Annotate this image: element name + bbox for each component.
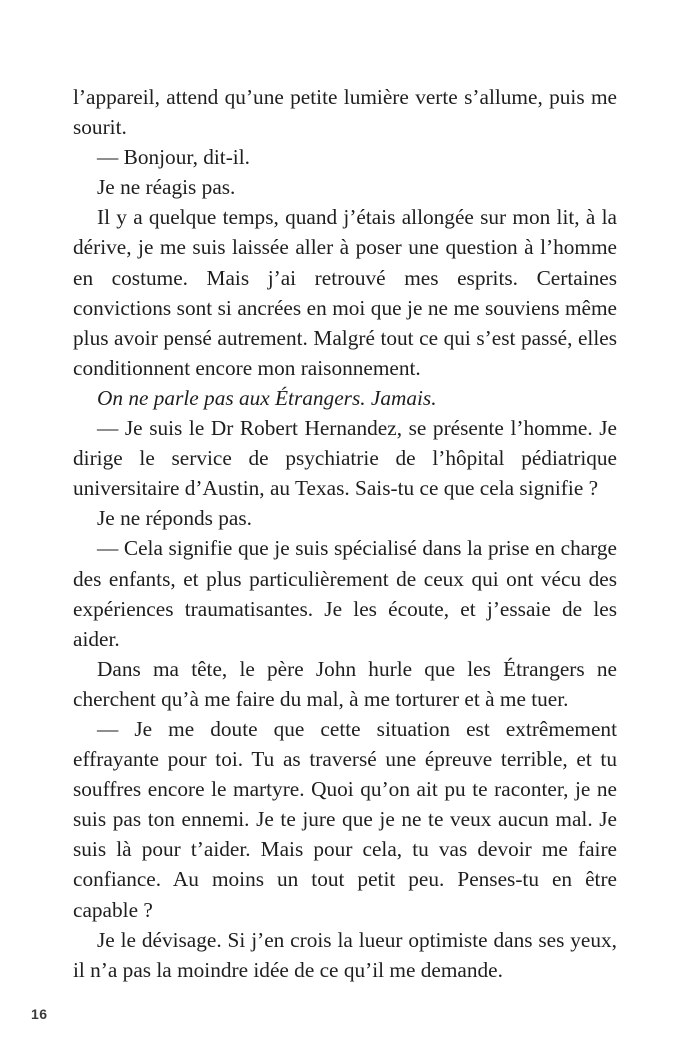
paragraph-5-italic: On ne parle pas aux Étrangers. Jamais.: [97, 385, 437, 410]
paragraph-3: Je ne réagis pas.: [97, 175, 236, 200]
paragraph-2: — Bonjour, dit-il.: [97, 145, 250, 170]
page-body: [73, 82, 617, 985]
paragraph-7: Je ne réponds pas.: [97, 506, 252, 531]
paragraph-1: l’appareil, attend qu’une petite lumière verte s’allume, puis me sourit.: [73, 85, 617, 140]
paragraph-4: Il y a quelque temps, quand j’étais allongée sur mon lit, à la dérive, je me suis laissée aller à poser une question à l’homme en costume. Mais j’ai retrouvé mes esprits. Certaines convictions sont si ancrées en moi que je ne me souviens même plus avoir pensé autrement. Malgré tout ce qui s’est passé, elles conditionnent encore mon raisonnement.: [73, 205, 617, 380]
paragraph-9: Dans ma tête, le père John hurle que les Étrangers ne cherchent qu’à me faire du mal, à me torturer et à me tuer.: [73, 656, 617, 711]
page-number: 16: [31, 1006, 48, 1022]
paragraph-10: — Je me doute que cette situation est extrêmement effrayante pour toi. Tu as traversé une épreuve terrible, et tu souffres encore le martyre. Quoi qu’on ait pu te raconter, je ne suis pas ton ennemi. Je te jure que je ne te veux aucun mal. Je suis là pour t’aider. Mais pour cela, tu vas devoir me faire confiance. Au moins un tout petit peu. Penses-tu en être capable ?: [73, 716, 617, 922]
paragraph-8: — Cela signifie que je suis spécialisé dans la prise en charge des enfants, et plus particulièrement de ceux qui ont vécu des expériences traumatisantes. Je les écoute, et j’essaie de les aider.: [73, 536, 617, 651]
paragraph-6: — Je suis le Dr Robert Hernandez, se présente l’homme. Je dirige le service de psychiatrie de l’hôpital pédiatrique universitaire d’Austin, au Texas. Sais-tu ce que cela signifie ?: [73, 416, 617, 501]
paragraph-11: Je le dévisage. Si j’en crois la lueur optimiste dans ses yeux, il n’a pas la moindre idée de ce qu’il me demande.: [73, 927, 617, 982]
